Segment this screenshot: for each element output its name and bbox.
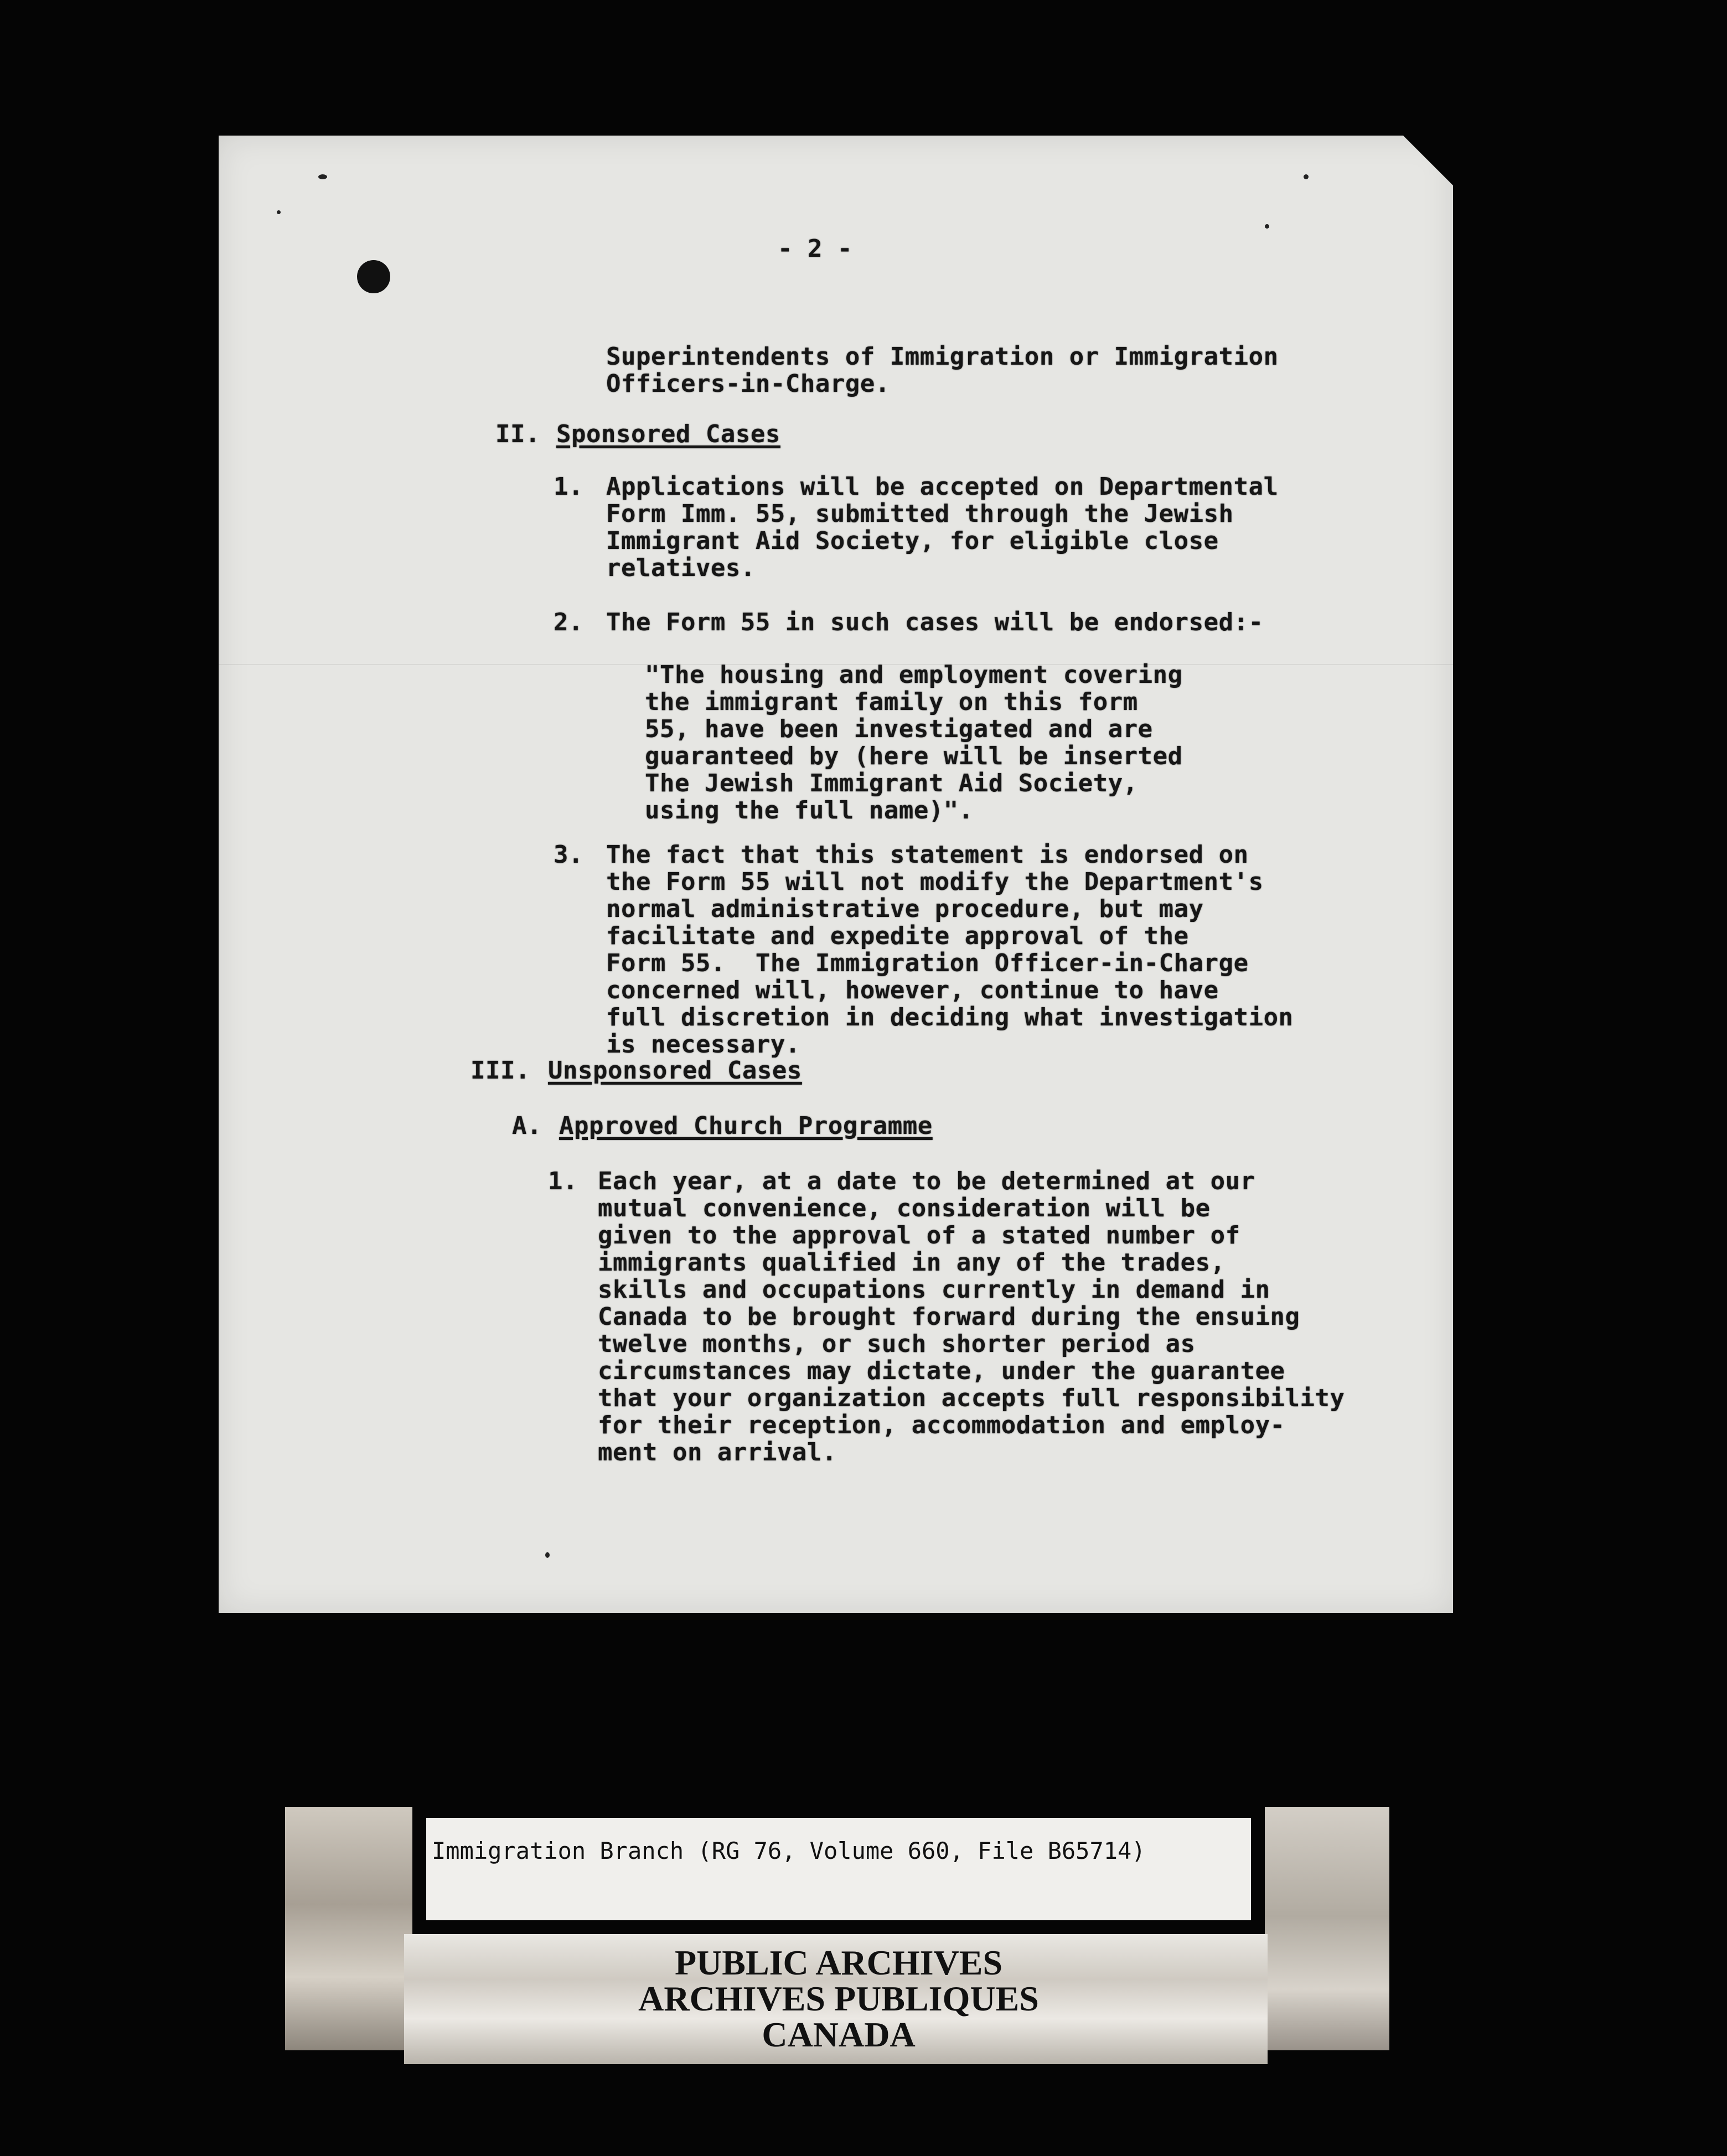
tape-right <box>1265 1807 1389 2050</box>
section-3-number: III. <box>470 1056 530 1085</box>
folded-corner <box>1403 136 1453 185</box>
stamp-line: PUBLIC ARCHIVES <box>674 1943 1003 1982</box>
item-text: Each year, at a date to be determined at our mutual convenience, consideration will be given to the approval of a stated number of immigrants qualified in any of the trades, skills and occupations currently in demand in Canada to be brought forward during the ensuing twelve months, or such shorter period as circumstances may dictate, under the guarantee that your organization accepts full responsibility for their reception, accommodation and employ- ment on arrival. <box>598 1167 1345 1466</box>
item-number: 3. <box>554 841 583 869</box>
speck <box>545 1552 550 1558</box>
subsection-a-number: A. <box>512 1112 542 1140</box>
speck <box>1265 224 1269 229</box>
speck <box>1304 174 1309 179</box>
item-text: The Form 55 in such cases will be endorsed:- <box>606 608 1264 636</box>
item-text: The fact that this statement is endorsed on the Form 55 will not modify the Department's normal administrative procedure, but may facilitate and expedite approval of the Form 55. The Immigration Officer-in-Charge concerned will, however, continue to have full discretion in deciding what investigation is necessary. <box>606 841 1294 1059</box>
speck <box>318 174 327 179</box>
punch-hole <box>357 260 390 293</box>
page-number: - 2 - <box>778 235 852 263</box>
speck <box>277 210 281 214</box>
tape-left <box>285 1807 412 2050</box>
continuation-text: Superintendents of Immigration or Immigration Officers-in-Charge. <box>606 343 1279 398</box>
typed-page <box>219 136 1453 1613</box>
section-2-number: II. <box>495 420 540 448</box>
section-2-heading: Sponsored Cases <box>556 420 780 448</box>
item-number: 2. <box>554 608 583 636</box>
section-3-heading: Unsponsored Cases <box>548 1056 802 1085</box>
subsection-a-heading: Approved Church Programme <box>559 1112 933 1140</box>
item-text: Applications will be accepted on Departmental Form Imm. 55, submitted through the Jewish Immigrant Aid Society, for eligible close relatives. <box>606 473 1279 582</box>
stamp-line: ARCHIVES PUBLIQUES <box>638 1979 1039 2018</box>
item-number: 1. <box>554 473 583 501</box>
endorsement-quote: "The housing and employment covering the immigrant family on this form 55, have been investigated and are guaranteed by (here will be inserted The Jewish Immigrant Aid Society, using the full name)". <box>645 661 1183 825</box>
archive-citation: Immigration Branch (RG 76, Volume 660, File B65714) <box>432 1837 1146 1864</box>
stamp-line: CANADA <box>762 2015 916 2054</box>
archive-label <box>426 1818 1251 1920</box>
item-number: 1. <box>548 1167 578 1195</box>
